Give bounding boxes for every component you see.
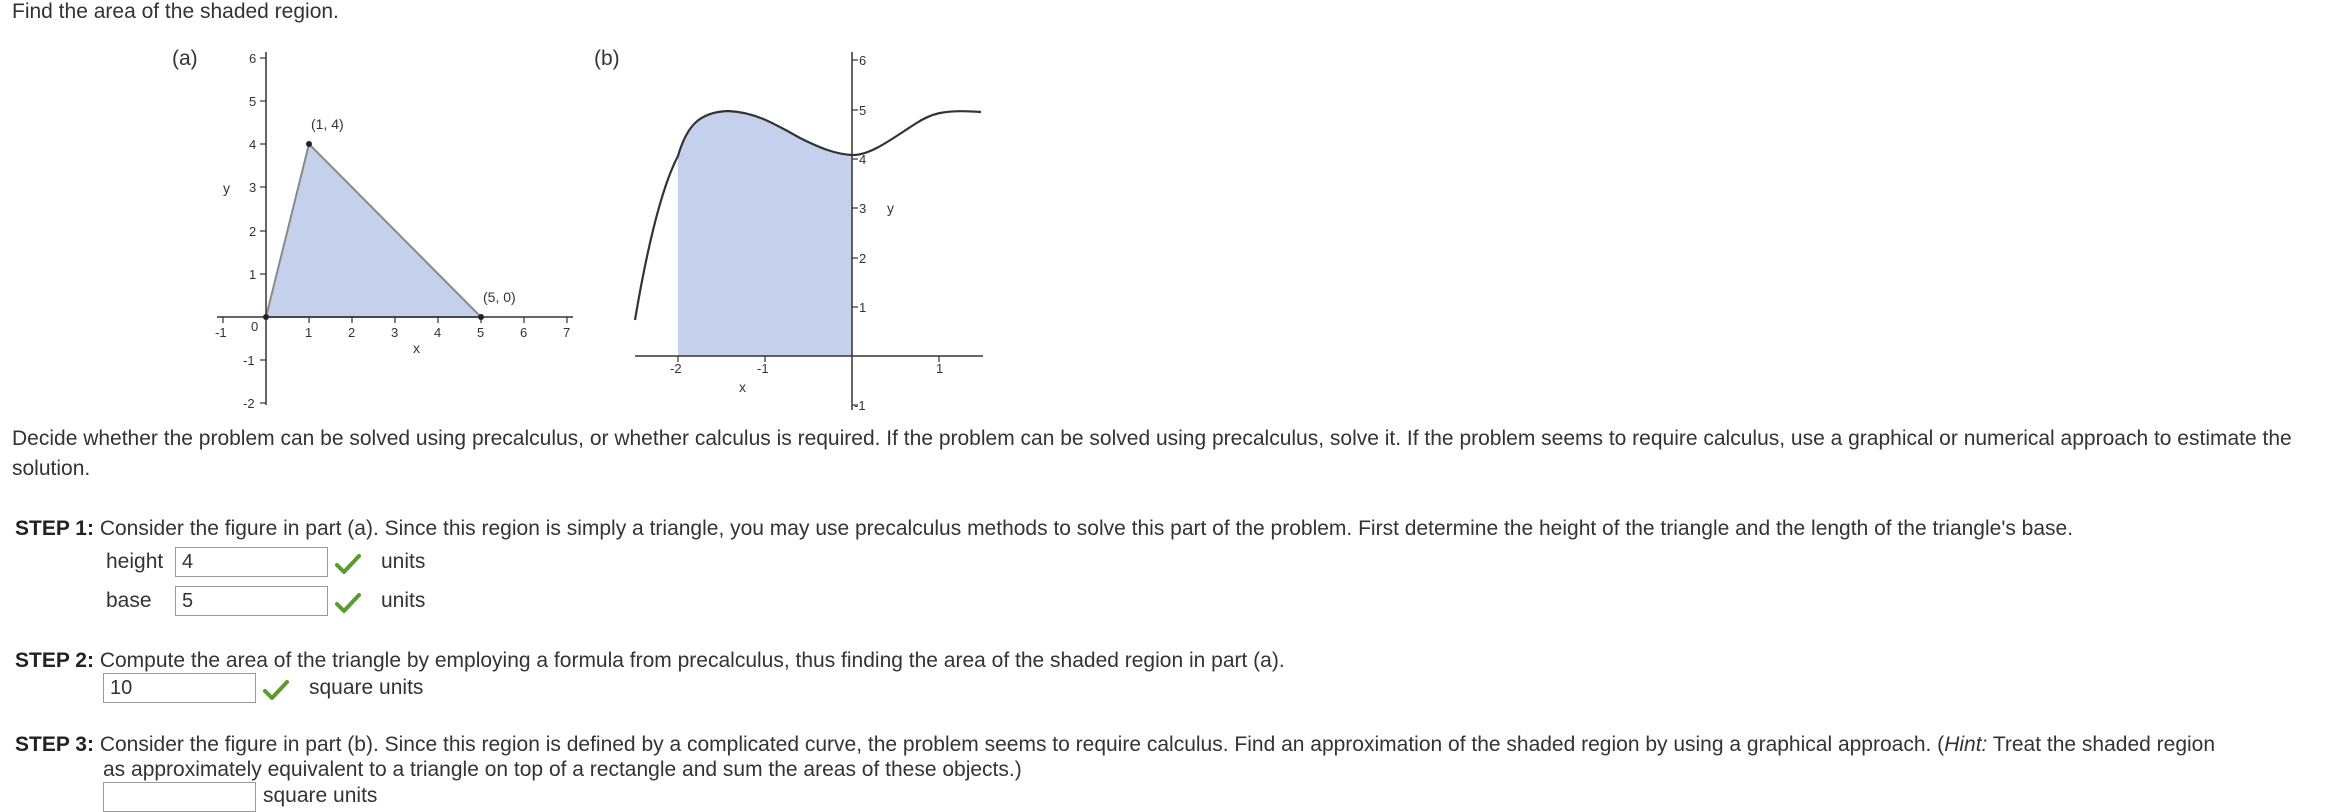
vertex-point: [478, 314, 484, 320]
y-tick-label: 2: [859, 251, 867, 266]
y-tick-label: -2: [243, 396, 255, 411]
step1-text: Consider the figure in part (a). Since this region is simply a triangle, you may use precalculus methods to solve this part of the problem. First determine the height of the triangle and the length of the triangle's base.: [99, 517, 2074, 540]
y-axis-label: y: [223, 180, 230, 196]
y-tick-label: 3: [249, 180, 257, 195]
figure-b-label: (b): [594, 47, 620, 70]
base-units: units: [381, 589, 426, 612]
point-label: (5, 0): [483, 289, 516, 305]
figure-a-label: (a): [172, 47, 198, 70]
step3-text: Consider the figure in part (b). Since this region is defined by a complicated curve, the problem seems to require calculus. Find an approximation of the shaded region by using a graphical approach. (: [99, 733, 1945, 756]
step2-title: STEP 2:: [15, 649, 94, 672]
height-input[interactable]: 4: [175, 547, 328, 577]
instructions-text: Decide whether the problem can be solved using precalculus, or whether calculus is required. If the problem can be solved using precalculus, solve it. If the problem seems to require calculus, use a graphical or numerical approach to estimate the solution.: [12, 427, 2292, 480]
figure-b-graph: [625, 40, 1000, 415]
vertex-point: [263, 314, 269, 320]
step3-row: [15, 733, 2332, 757]
x-axis-label: x: [413, 340, 420, 356]
step3-text-line2: as approximately equivalent to a triangle on top of a rectangle and sum the areas of these objects.): [103, 758, 1022, 781]
x-tick-label: 0: [251, 319, 259, 334]
y-tick-label: 5: [859, 103, 867, 118]
step2-text: Compute the area of the triangle by employing a formula from precalculus, thus finding the area of the shaded region in part (a).: [99, 649, 1285, 672]
problem-prompt: Find the area of the shaded region.: [12, 0, 339, 23]
y-tick-label: -1: [854, 398, 866, 413]
step2-units: square units: [309, 676, 424, 699]
x-tick-label: -2: [670, 361, 682, 376]
y-tick-label: 1: [249, 267, 257, 282]
check-icon: [263, 679, 289, 701]
y-axis-label: y: [887, 200, 894, 216]
height-units: units: [381, 550, 426, 573]
height-label: height: [106, 550, 164, 573]
base-label: base: [106, 589, 152, 612]
y-tick-label: 2: [249, 224, 257, 239]
check-icon: [335, 553, 361, 575]
x-tick-label: 5: [477, 325, 485, 340]
x-axis-label: x: [739, 379, 746, 395]
x-tick-label: 6: [520, 325, 528, 340]
step1-row: [15, 517, 2325, 541]
check-icon: [335, 592, 361, 614]
point-label: (1, 4): [311, 116, 344, 132]
x-tick-label: 7: [563, 325, 571, 340]
x-tick-label: 3: [391, 325, 399, 340]
step1-title: STEP 1:: [15, 517, 94, 540]
x-tick-label: 1: [936, 361, 944, 376]
y-tick-label: 3: [859, 201, 867, 216]
step3-text-end: Treat the shaded region: [1987, 733, 2216, 756]
shaded-region: [678, 111, 852, 356]
vertex-point: [306, 141, 312, 147]
base-input[interactable]: 5: [175, 586, 328, 616]
y-tick-label: 4: [859, 152, 867, 167]
x-tick-label: 2: [348, 325, 356, 340]
x-tick-label: 1: [305, 325, 313, 340]
y-tick-label: 6: [859, 53, 867, 68]
x-tick-label: -1: [215, 325, 227, 340]
x-tick-label: -1: [757, 361, 769, 376]
y-tick-label: 5: [249, 94, 257, 109]
step3-area-input[interactable]: [103, 782, 256, 812]
y-tick-label: 6: [249, 51, 257, 66]
figure-a-graph: [205, 40, 590, 415]
step3-title: STEP 3:: [15, 733, 94, 756]
x-tick-label: 4: [434, 325, 442, 340]
y-tick-label: 4: [249, 137, 257, 152]
step3-hint: Hint:: [1944, 733, 1988, 756]
step2-row: [15, 649, 1285, 673]
y-tick-label: 1: [859, 300, 867, 315]
triangle-area-input[interactable]: 10: [103, 673, 256, 703]
shaded-triangle: [266, 144, 481, 317]
y-tick-label: -1: [243, 353, 255, 368]
step3-units: square units: [263, 784, 378, 807]
